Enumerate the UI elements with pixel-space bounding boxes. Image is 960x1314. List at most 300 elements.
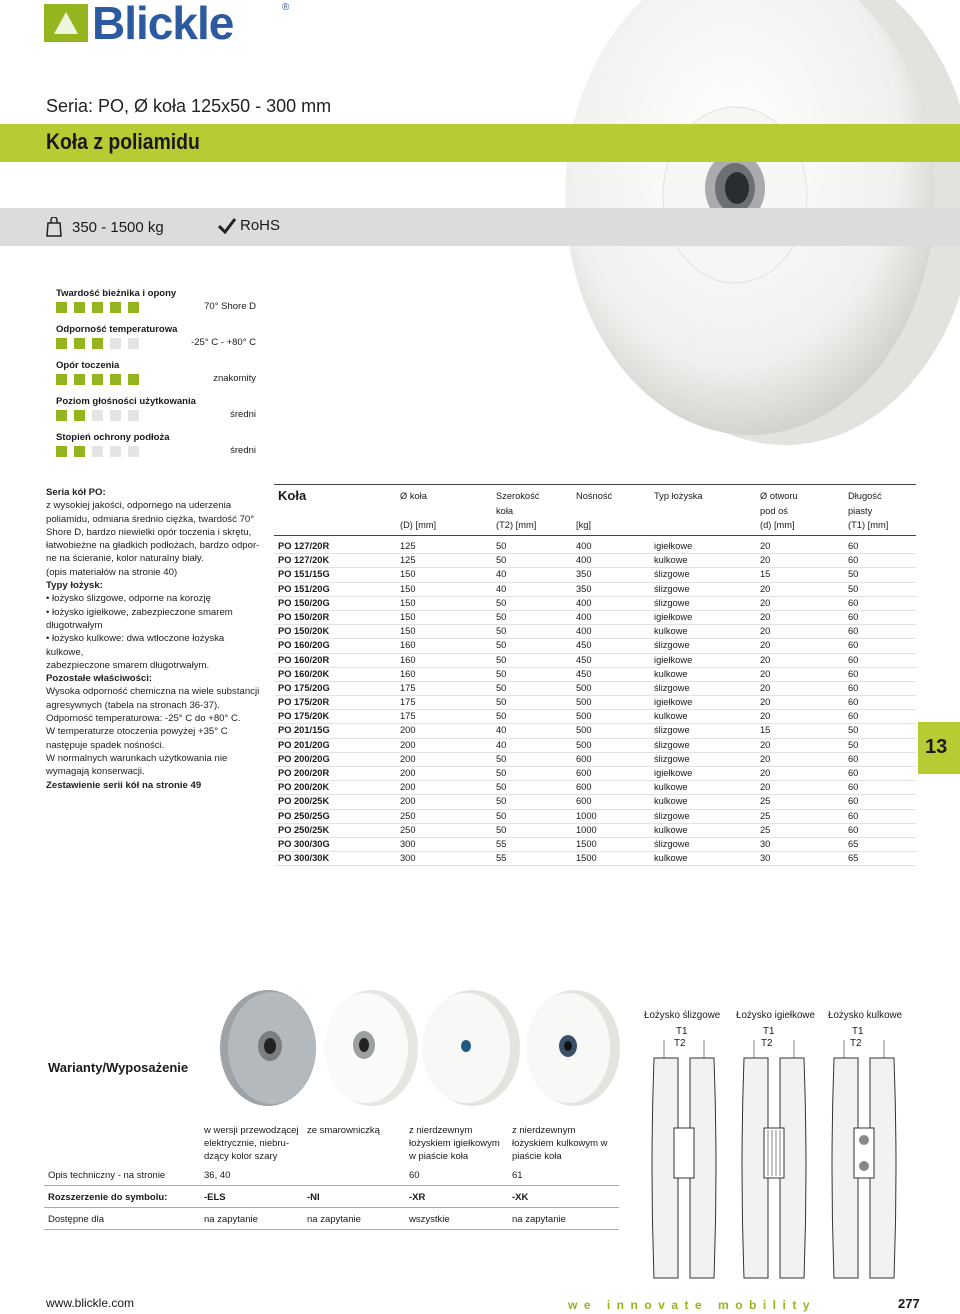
table-cell: PO 175/20R [278, 697, 330, 708]
table-cell: 60 [848, 796, 859, 807]
table-cell: 50 [496, 668, 507, 679]
footer-tagline: we innovate mobility [568, 1298, 817, 1312]
table-cell: 150 [400, 626, 416, 637]
table-cell: 40 [496, 739, 507, 750]
footer-url[interactable]: www.blickle.com [46, 1296, 135, 1310]
table-cell: 50 [496, 555, 507, 566]
table-cell: 150 [400, 597, 416, 608]
variant-row [44, 1164, 619, 1186]
rating-square [110, 338, 121, 349]
variant-col-grease: ze smarowniczką [307, 1125, 380, 1136]
rating-square [92, 338, 103, 349]
series-title: Seria: PO, Ø koła 125x50 - 300 mm [46, 96, 332, 116]
table-row [274, 852, 916, 866]
table-row [274, 654, 916, 668]
table-cell: 60 [848, 555, 859, 566]
rating-squares [56, 446, 139, 457]
variant-row-label: Dostępne dla [48, 1214, 104, 1225]
property-row [52, 316, 262, 352]
header-width: Szerokość koła (T2) [mm] [496, 491, 540, 530]
description [46, 486, 264, 792]
logo-mark [44, 4, 88, 42]
table-row [274, 611, 916, 625]
table-cell: 450 [576, 668, 592, 679]
table-cell: 600 [576, 796, 592, 807]
properties-panel [52, 280, 262, 460]
rating-square [110, 374, 121, 385]
property-value: -25° C - +80° C [191, 337, 256, 348]
header-diameter: Ø koła (D) [mm] [400, 491, 437, 530]
table-cell: 60 [848, 611, 859, 622]
table-cell: 50 [496, 611, 507, 622]
table-cell: PO 300/30G [278, 838, 330, 849]
table-cell: kulkowe [654, 824, 688, 835]
description-line: długotrwałym [46, 619, 103, 631]
footer [0, 1296, 960, 1314]
rating-square [92, 410, 103, 421]
variant-cell: -ELS [204, 1192, 226, 1203]
property-row [52, 388, 262, 424]
table-cell: 20 [760, 682, 771, 693]
rating-square [128, 338, 139, 349]
table-cell: 15 [760, 725, 771, 736]
description-line: Wysoka odporność chemiczna na wiele substancji [46, 686, 260, 698]
t1-label-3: T1 [852, 1026, 864, 1037]
variant-cell: na zapytanie [512, 1214, 566, 1225]
title-bar [0, 124, 960, 162]
table-cell: 20 [760, 626, 771, 637]
table-cell: PO 151/20G [278, 583, 330, 594]
table-cell: 50 [848, 725, 859, 736]
variant-cell: na zapytanie [204, 1214, 258, 1225]
table-cell: 1500 [576, 853, 597, 864]
table-cell: PO 151/15G [278, 569, 330, 580]
table-row [274, 767, 916, 781]
table-cell: PO 200/25K [278, 796, 330, 807]
table-cell: 65 [848, 838, 859, 849]
table-cell: 500 [576, 725, 592, 736]
table-cell: 20 [760, 640, 771, 651]
registered-mark: ® [282, 2, 290, 13]
variant-cell: 36, 40 [204, 1170, 231, 1181]
rating-square [128, 374, 139, 385]
rating-square [92, 374, 103, 385]
table-cell: 20 [760, 711, 771, 722]
variant-cell: 61 [512, 1170, 523, 1181]
rating-square [110, 302, 121, 313]
rating-square [92, 446, 103, 457]
table-cell: ślizgowe [654, 810, 690, 821]
table-cell: 20 [760, 753, 771, 764]
table-cell: 50 [496, 682, 507, 693]
table-row [274, 824, 916, 838]
table-cell: 20 [760, 583, 771, 594]
table-cell: ślizgowe [654, 739, 690, 750]
table-cell: 60 [848, 682, 859, 693]
table-cell: 60 [848, 768, 859, 778]
table-row [274, 795, 916, 809]
label-slide-bearing: Łożysko ślizgowe [644, 1010, 721, 1021]
label-needle-bearing: Łożysko igiełkowe [736, 1010, 815, 1021]
variant-row [44, 1208, 619, 1230]
table-cell: 60 [848, 640, 859, 651]
description-line: W temperaturze otoczenia powyżej +35° C [46, 726, 228, 738]
grey-wheel [220, 990, 316, 1106]
variant-row-label: Rozszerzenie do symbolu: [48, 1192, 168, 1203]
description-line: Pozostałe właściwości: [46, 673, 153, 685]
table-cell: 160 [400, 654, 416, 665]
table-cell: 50 [496, 711, 507, 722]
label-ball-bearing: Łożysko kulkowe [828, 1010, 903, 1021]
table-cell: PO 175/20K [278, 711, 330, 722]
load-capacity [46, 217, 164, 237]
table-cell: kulkowe [654, 853, 688, 864]
rating-square [56, 410, 67, 421]
table-row [274, 583, 916, 597]
variant-row-label: Opis techniczny - na stronie [48, 1170, 166, 1181]
table-cell: 30 [760, 853, 771, 864]
table-cell: PO 127/20K [278, 555, 330, 566]
table-cell: 20 [760, 597, 771, 608]
table-row [274, 739, 916, 753]
description-line: Typy łożysk: [46, 580, 103, 592]
variant-cell: 60 [409, 1170, 420, 1181]
table-cell: 350 [576, 583, 592, 594]
t2-label-3: T2 [850, 1038, 862, 1049]
table-cell: 200 [400, 768, 416, 778]
header-hub-length: Długość piasty (T1) [mm] [848, 491, 889, 530]
rating-square [74, 446, 85, 457]
table-cell: 175 [400, 682, 416, 693]
table-cell: PO 150/20K [278, 626, 330, 637]
table-cell: 200 [400, 782, 416, 793]
rohs-badge [218, 217, 280, 234]
table-cell: kulkowe [654, 796, 688, 807]
table-cell: 300 [400, 853, 416, 864]
table-cell: 400 [576, 541, 592, 551]
table-cell: PO 250/25K [278, 824, 330, 835]
description-line: łatwobieżne na gładkich podłożach, bardzo odpor- [46, 540, 260, 552]
table-row [274, 682, 916, 696]
variant-col-ball: z nierdzewnym łożyskiem kulkowym w piaście koła [512, 1125, 608, 1162]
table-body [274, 540, 916, 866]
variants-table [44, 1120, 619, 1230]
table-cell: 175 [400, 711, 416, 722]
section-number: 13 [925, 736, 948, 758]
rating-square [56, 374, 67, 385]
table-cell: 50 [496, 597, 507, 608]
table-cell: 50 [848, 739, 859, 750]
property-value: znakomity [213, 373, 256, 384]
table-cell: 50 [496, 654, 507, 665]
table-cell: 20 [760, 697, 771, 708]
table-cell: 160 [400, 640, 416, 651]
variants-heading [44, 1054, 194, 1082]
property-label: Twardość bieżnika i opony [56, 288, 177, 299]
blickle-logo [44, 0, 290, 49]
table-row [274, 724, 916, 738]
table-cell: 150 [400, 569, 416, 580]
bearing-cross-sections [644, 1038, 914, 1298]
header-capacity: Nośność [kg] [576, 491, 613, 530]
table-cell: 25 [760, 824, 771, 835]
property-label: Opór toczenia [56, 360, 120, 371]
table-cell: 200 [400, 796, 416, 807]
variant-row [44, 1186, 619, 1208]
table-cell: igiełkowe [654, 768, 693, 778]
rating-square [56, 302, 67, 313]
variants-header-row [44, 1120, 619, 1164]
description-line: Seria kół PO: [46, 487, 106, 498]
table-row [274, 668, 916, 682]
table-cell: 50 [496, 640, 507, 651]
table-cell: kulkowe [654, 668, 688, 679]
description-line: Shore D, bardzo niewielki opór toczenia i skrętu, [46, 526, 252, 538]
table-cell: 350 [576, 569, 592, 580]
description-line: • łożysko ślizgowe, odporne na korozję [46, 593, 211, 605]
table-cell: 30 [760, 838, 771, 849]
table-cell: 50 [496, 796, 507, 807]
table-cell: 55 [496, 838, 507, 849]
table-cell: 600 [576, 753, 592, 764]
table-cell: 400 [576, 611, 592, 622]
property-value: 70° Shore D [204, 301, 256, 312]
property-label: Odporność temperaturowa [56, 324, 178, 335]
table-cell: 125 [400, 555, 416, 566]
table-cell: PO 201/15G [278, 725, 330, 736]
property-label: Stopień ochrony podłoża [56, 432, 170, 443]
description-line: Odporność temperaturowa: -25° C do +80° C. [46, 713, 241, 725]
capacity-bar [0, 208, 960, 246]
t2-label-1: T2 [674, 1038, 686, 1049]
table-cell: kulkowe [654, 626, 688, 637]
table-cell: 450 [576, 640, 592, 651]
rating-square [128, 302, 139, 313]
product-table [274, 484, 916, 866]
table-cell: PO 150/20G [278, 597, 330, 608]
brand-name: Blickle [92, 0, 234, 49]
table-cell: 60 [848, 668, 859, 679]
rating-squares [56, 338, 139, 349]
table-cell: PO 300/30K [278, 853, 330, 864]
table-cell: igiełkowe [654, 697, 693, 708]
table-row [274, 810, 916, 824]
table-cell: 50 [496, 768, 507, 778]
rating-square [74, 374, 85, 385]
rating-square [56, 338, 67, 349]
table-row [274, 781, 916, 795]
table-cell: 50 [496, 753, 507, 764]
table-cell: 400 [576, 555, 592, 566]
page-number: 277 [898, 1296, 920, 1311]
table-cell: 400 [576, 626, 592, 637]
table-cell: 60 [848, 824, 859, 835]
table-cell: 20 [760, 768, 771, 778]
table-row [274, 568, 916, 582]
table-cell: 60 [848, 654, 859, 665]
description-line: W normalnych warunkach użytkowania nie [46, 752, 228, 764]
table-cell: PO 250/25G [278, 810, 330, 821]
table-cell: igiełkowe [654, 541, 693, 551]
table-cell: 250 [400, 824, 416, 835]
description-line: z wysokiej jakości, odpornego na uderzenia [46, 500, 232, 512]
table-cell: 60 [848, 597, 859, 608]
table-cell: 60 [848, 626, 859, 637]
t1-label-1: T1 [676, 1026, 688, 1037]
table-cell: 500 [576, 682, 592, 693]
table-cell: 200 [400, 725, 416, 736]
description-line: następuje spadek nośności. [46, 739, 165, 751]
table-row [274, 639, 916, 653]
variant-cell: -NI [307, 1192, 320, 1203]
description-line: (opis materiałów na stronie 40) [46, 566, 178, 578]
table-cell: ślizgowe [654, 569, 690, 580]
table-cell: 25 [760, 810, 771, 821]
table-cell: 15 [760, 569, 771, 580]
table-cell: 60 [848, 782, 859, 793]
checkmark-icon [218, 218, 236, 234]
table-cell: 1000 [576, 824, 597, 835]
table-cell: igiełkowe [654, 611, 693, 622]
rating-squares [56, 302, 139, 313]
property-row [52, 280, 262, 316]
table-cell: 65 [848, 853, 859, 864]
variant-col-needle: z nierdzewnym łożyskiem igiełkowym w piaście koła [409, 1125, 500, 1162]
table-cell: 20 [760, 782, 771, 793]
table-cell: 60 [848, 541, 859, 551]
description-line: agresywnych (tabela na stronach 36-37). [46, 699, 220, 711]
table-cell: 50 [848, 569, 859, 580]
description-line: Zestawienie serii kół na stronie 49 [46, 779, 202, 791]
weight-icon [46, 217, 62, 237]
table-row [274, 554, 916, 568]
rating-square [74, 302, 85, 313]
table-row [274, 753, 916, 767]
table-row [274, 696, 916, 710]
table-cell: 50 [496, 697, 507, 708]
table-cell: 20 [760, 611, 771, 622]
rating-square [74, 410, 85, 421]
table-cell: 55 [496, 853, 507, 864]
table-cell: 250 [400, 810, 416, 821]
description-line: • łożysko igiełkowe, zabezpieczone smarem [46, 606, 233, 618]
variant-wheel-images [200, 990, 620, 1110]
table-cell: 150 [400, 611, 416, 622]
table-cell: kulkowe [654, 555, 688, 566]
table-cell: 400 [576, 597, 592, 608]
rating-squares [56, 410, 139, 421]
table-row [274, 540, 916, 554]
table-cell: ślizgowe [654, 838, 690, 849]
rating-square [56, 446, 67, 457]
property-row [52, 352, 262, 388]
table-cell: PO 200/20K [278, 782, 330, 793]
table-cell: 600 [576, 768, 592, 778]
table-cell: ślizgowe [654, 682, 690, 693]
rating-square [110, 446, 121, 457]
table-cell: PO 175/20G [278, 682, 330, 693]
table-cell: 50 [496, 810, 507, 821]
table-cell: 60 [848, 697, 859, 708]
table-header [274, 484, 916, 536]
rating-square [74, 338, 85, 349]
white-wheel-needle [422, 990, 520, 1106]
table-cell: PO 200/20R [278, 768, 330, 778]
table-cell: 20 [760, 739, 771, 750]
variant-cell: na zapytanie [307, 1214, 361, 1225]
table-cell: 160 [400, 668, 416, 679]
table-cell: 500 [576, 739, 592, 750]
table-cell: 125 [400, 541, 416, 551]
rohs-label: RoHS [240, 217, 281, 234]
variant-cell: wszystkie [409, 1214, 450, 1225]
table-cell: 50 [848, 583, 859, 594]
table-cell: 450 [576, 654, 592, 665]
table-row [274, 625, 916, 639]
table-row [274, 710, 916, 724]
table-cell: 500 [576, 711, 592, 722]
table-row [274, 838, 916, 852]
header-bore: Ø otworu pod oś (d) [mm] [760, 491, 798, 530]
table-cell: 60 [848, 711, 859, 722]
header-bearing: Typ łożyska [654, 491, 703, 501]
rating-squares [56, 374, 139, 385]
table-cell: ślizgowe [654, 753, 690, 764]
property-value: średni [230, 445, 256, 456]
table-cell: igiełkowe [654, 654, 693, 665]
property-row [52, 424, 262, 460]
table-cell: PO 201/20G [278, 739, 330, 750]
property-value: średni [230, 409, 256, 420]
rating-square [128, 446, 139, 457]
table-cell: 200 [400, 753, 416, 764]
table-cell: 150 [400, 583, 416, 594]
description-line: ne na ścieranie, kolor naturalny biały. [46, 553, 204, 565]
rating-square [92, 302, 103, 313]
rating-square [128, 410, 139, 421]
table-cell: PO 200/20G [278, 753, 330, 764]
variant-col-conductive: w wersji przewodzącej elektrycznie, niebru-dzący kolor szary [204, 1125, 299, 1162]
table-cell: PO 160/20R [278, 654, 330, 665]
description-line: zabezpieczone smarem długotrwałym. [46, 659, 210, 671]
table-cell: 60 [848, 810, 859, 821]
description-line: poliamidu, odmiana średnio ciężka, twardość 70° [46, 513, 255, 525]
table-cell: PO 160/20G [278, 640, 330, 651]
header-kola: Koła [278, 488, 307, 503]
white-wheel-ball [526, 990, 620, 1106]
table-cell: PO 160/20K [278, 668, 330, 679]
table-cell: 175 [400, 697, 416, 708]
t2-label-2: T2 [761, 1038, 773, 1049]
page-title: Koła z poliamidu [46, 129, 200, 154]
table-cell: 50 [496, 782, 507, 793]
table-cell: 50 [496, 626, 507, 637]
table-cell: ślizgowe [654, 725, 690, 736]
table-cell: ślizgowe [654, 597, 690, 608]
table-cell: ślizgowe [654, 640, 690, 651]
table-cell: 500 [576, 697, 592, 708]
table-cell: 40 [496, 569, 507, 580]
table-row [274, 597, 916, 611]
table-cell: 20 [760, 668, 771, 679]
table-cell: 60 [848, 753, 859, 764]
table-cell: ślizgowe [654, 583, 690, 594]
table-cell: 50 [496, 824, 507, 835]
white-wheel-grease [324, 990, 418, 1106]
property-label: Poziom głośności użytkowania [56, 396, 196, 407]
variants-rows [44, 1164, 619, 1230]
variant-cell: -XK [512, 1192, 529, 1203]
